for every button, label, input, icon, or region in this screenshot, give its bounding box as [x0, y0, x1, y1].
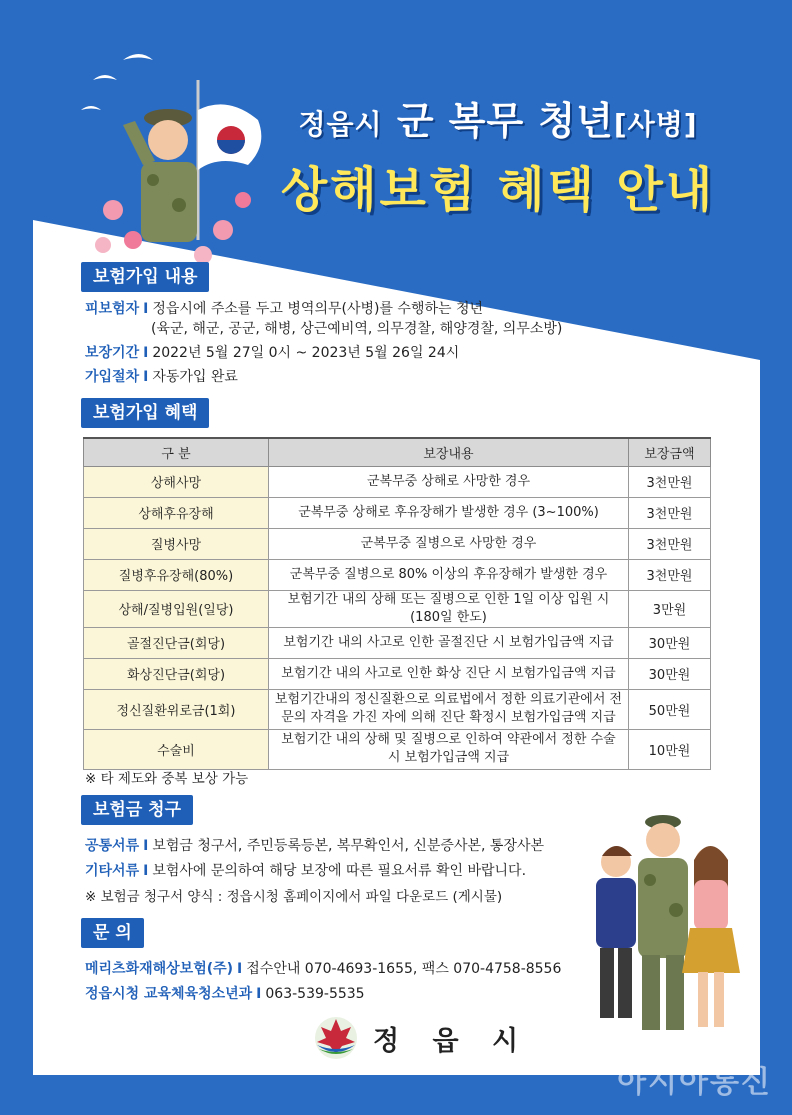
- watermark: 아시아통신: [617, 1065, 772, 1100]
- col-header-category: 구 분: [84, 438, 269, 466]
- period-label: 보장기간: [85, 345, 140, 361]
- company-contact-line: 메리츠화재해상보험(주) I 접수안내 070-4693-1655, 팩스 070-4758-8556: [85, 961, 562, 977]
- benefit-table: [83, 437, 711, 770]
- section-inquiry-heading: 문 의: [81, 918, 144, 948]
- row-category: 골절진단금(회당): [84, 627, 269, 658]
- row-amount: 3천만원: [629, 497, 711, 528]
- row-coverage: 보험기간 내의 상해 또는 질병으로 인한 1일 이상 입원 시(180일 한도): [269, 590, 629, 627]
- company-label: 메리츠화재해상보험(주): [85, 961, 234, 977]
- table-header-row: [84, 438, 711, 466]
- period-line: 보장기간 I 2022년 5월 27일 0시 ~ 2023년 5월 26일 24시: [85, 345, 460, 361]
- insured-sub-line: (육군, 해군, 공군, 해병, 상근예비역, 의무경찰, 해양경찰, 의무소방): [151, 321, 563, 337]
- row-category: 상해후유장해: [84, 497, 269, 528]
- row-category: 상해/질병입원(일당): [84, 590, 269, 627]
- city-contact-line: 정읍시청 교육체육청소년과 I 063-539-5535: [85, 986, 365, 1002]
- col-header-coverage: 보장내용: [269, 438, 629, 466]
- common-docs-label: 공통서류: [85, 838, 140, 854]
- procedure-label: 가입절차: [85, 369, 140, 385]
- col-header-amount: 보장금액: [629, 438, 711, 466]
- jeongeup-emblem-icon: [313, 1015, 359, 1061]
- row-category: 질병후유장해(80%): [84, 559, 269, 590]
- row-amount: 3천만원: [629, 559, 711, 590]
- logo-text: 정 읍 시: [373, 1025, 531, 1057]
- title-line-2: 상해보험 혜택 안내: [280, 162, 716, 218]
- row-coverage: 보험기간 내의 사고로 인한 화상 진단 시 보험가입금액 지급: [269, 658, 629, 689]
- title-bracket: [사병]: [613, 108, 698, 141]
- other-docs-text: 보험사에 문의하여 해당 보장에 따른 필요서류 확인 바랍니다.: [152, 863, 527, 879]
- common-docs-line: 공통서류 I 보험금 청구서, 주민등록등본, 복무확인서, 신분증사본, 통장사본: [85, 838, 545, 854]
- row-category: 질병사망: [84, 528, 269, 559]
- row-coverage: 군복무중 상해로 후유장해가 발생한 경우 (3~100%): [269, 497, 629, 528]
- table-row: [84, 689, 711, 729]
- table-row: [84, 466, 711, 497]
- insured-text: 정읍시에 주소를 두고 병역의무(사병)를 수행하는 청년: [152, 301, 484, 317]
- table-row: [84, 559, 711, 590]
- row-category: 화상진단금(회당): [84, 658, 269, 689]
- procedure-text: 자동가입 완료: [152, 369, 238, 385]
- insured-label: 피보험자: [85, 301, 140, 317]
- claim-form-note: ※ 보험금 청구서 양식 : 정읍시청 홈페이지에서 파일 다운로드 (게시물): [85, 889, 503, 905]
- row-amount: 30만원: [629, 627, 711, 658]
- row-category: 정신질환위로금(1회): [84, 689, 269, 729]
- period-text: 2022년 5월 27일 0시 ~ 2023년 5월 26일 24시: [152, 345, 460, 361]
- table-row: [84, 729, 711, 769]
- city-dept-label: 정읍시청 교육체육청소년과: [85, 986, 253, 1002]
- row-amount: 3천만원: [629, 466, 711, 497]
- saluting-soldier-illustration: [73, 40, 273, 270]
- table-row: [84, 590, 711, 627]
- row-amount: 10만원: [629, 729, 711, 769]
- duplicate-compensation-note: ※ 타 제도와 중복 보상 가능: [85, 771, 249, 787]
- row-amount: 3천만원: [629, 528, 711, 559]
- title-line-1: [253, 90, 743, 145]
- city-contact-text: 063-539-5535: [265, 986, 365, 1002]
- row-coverage: 군복무중 질병으로 사망한 경우: [269, 528, 629, 559]
- company-contact-text: 접수안내 070-4693-1655, 팩스 070-4758-8556: [246, 961, 562, 977]
- row-amount: 3만원: [629, 590, 711, 627]
- row-coverage: 보험기간내의 정신질환으로 의료법에서 정한 의료기관에서 전문의 자격을 가진 자에 의해 진단 확정시 보험가입금액 지급: [269, 689, 629, 729]
- insured-line: 피보험자 I 정읍시에 주소를 두고 병역의무(사병)를 수행하는 청년: [85, 301, 484, 317]
- row-coverage: 보험기간 내의 사고로 인한 골절진단 시 보험가입금액 지급: [269, 627, 629, 658]
- title-main: 군 복무 청년: [396, 99, 614, 143]
- row-coverage: 군복무중 질병으로 80% 이상의 후유장해가 발생한 경우: [269, 559, 629, 590]
- table-row: [84, 627, 711, 658]
- table-row: [84, 658, 711, 689]
- section-enroll-heading: 보험가입 내용: [81, 262, 209, 292]
- row-coverage: 보험기간 내의 상해 및 질병으로 인하여 약관에서 정한 수술 시 보험가입금액 지급: [269, 729, 629, 769]
- poster: [33, 30, 760, 1075]
- row-amount: 30만원: [629, 658, 711, 689]
- table-row: [84, 528, 711, 559]
- other-docs-label: 기타서류: [85, 863, 140, 879]
- section-benefit-heading: 보험가입 혜택: [81, 398, 209, 428]
- row-category: 수술비: [84, 729, 269, 769]
- row-amount: 50만원: [629, 689, 711, 729]
- row-coverage: 군복무중 상해로 사망한 경우: [269, 466, 629, 497]
- table-row: [84, 497, 711, 528]
- poster-title: [253, 90, 743, 220]
- title-city: 정읍시: [298, 108, 383, 141]
- common-docs-text: 보험금 청구서, 주민등록등본, 복무확인서, 신분증사본, 통장사본: [152, 838, 545, 854]
- procedure-line: 가입절차 I 자동가입 완료: [85, 369, 238, 385]
- other-docs-line: 기타서류 I 보험사에 문의하여 해당 보장에 따른 필요서류 확인 바랍니다.: [85, 863, 527, 879]
- family-hug-illustration: [578, 800, 748, 1045]
- section-claim-heading: 보험금 청구: [81, 795, 193, 825]
- jeongeup-logo: [313, 1015, 530, 1061]
- row-category: 상해사망: [84, 466, 269, 497]
